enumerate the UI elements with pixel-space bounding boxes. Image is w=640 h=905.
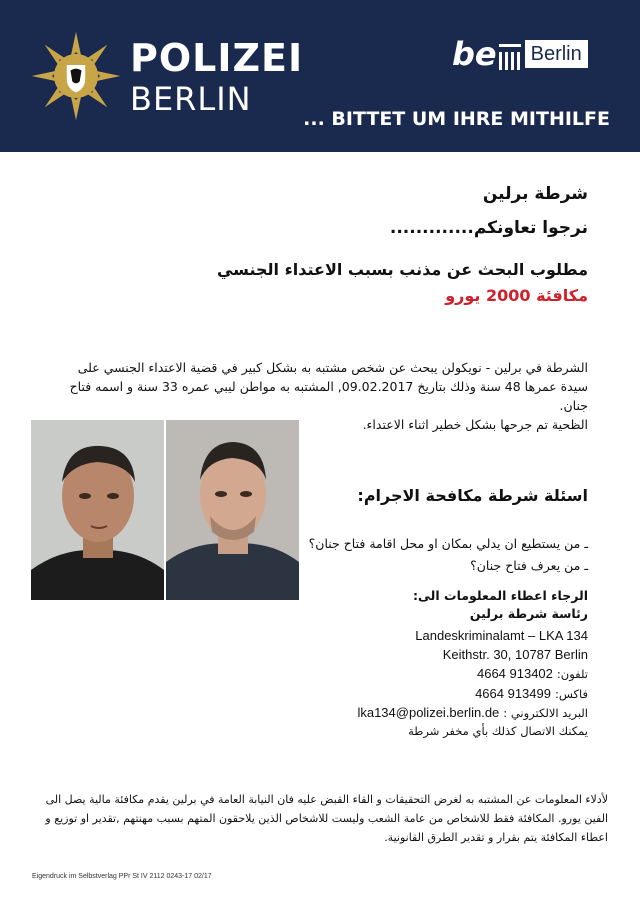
phone-label: تلفون: — [556, 667, 588, 681]
address-line-2: Keithstr. 30, 10787 Berlin — [442, 647, 588, 662]
imprint: Eigendruck im Selbstverlag PPr St IV 2112 0243-17 02/17 — [32, 873, 212, 880]
contact-title: الرجاء اعطاء المعلومات الى: — [413, 588, 588, 603]
header-banner — [0, 0, 640, 152]
headline-appeal: نرجوا تعاونكم............. — [389, 218, 588, 238]
phone-number[interactable]: 4664 913402 — [476, 666, 553, 681]
polizei-title: POLIZEI — [130, 36, 304, 80]
tagline: ... BITTET UM IHRE MITHILFE — [303, 108, 610, 130]
polizei-subtitle: BERLIN — [130, 80, 252, 118]
email-label: البريد الالكتروني : — [503, 706, 588, 720]
question-whereabouts: ـ من يستطيع ان يدلي بمكان او محل اقامة فتاح جنان؟ — [308, 536, 588, 551]
berlin-logo-box: Berlin — [525, 40, 588, 68]
contact-authority: رئاسة شرطة برلين — [469, 606, 588, 621]
phone-row — [477, 666, 588, 681]
headline-wanted: مطلوب البحث عن مذنب بسبب الاعتداء الجنسي — [216, 260, 588, 279]
other-contact-note: يمكنك الاتصال كذلك بأي مخفر شرطة — [408, 724, 588, 738]
email-link[interactable]: lka134@polizei.berlin.de — [357, 705, 500, 720]
question-who-knows: ـ من يعرف فتاح جنان؟ — [470, 558, 588, 573]
fax-row — [475, 686, 588, 701]
reward-terms-text: لأدلاء المعلومات عن المشتبه به لغرض التحقيقات و القاء القبض عليه فان النيابة العامة في برلين يقدم مكافئة مالية يصل الى الفين يورو. المكافئة فقط للاشخاص من عامة الشعب وليست للاشخاص الذين يلاحقون المتهم بسبب مهنتهم ,تقدير او توزيع و اعطاء المكافئة يتم بقرار و تقدير الطرق القانونية. — [45, 793, 608, 844]
questions-title: اسئلة شرطة مكافحة الاجرام: — [357, 486, 588, 505]
victim-injury-text: الظحية تم جرحها بشكل خطير اثناء الاعتداء. — [362, 417, 588, 432]
address-line-1: Landeskriminalamt – LKA 134 — [415, 628, 588, 643]
email-row — [357, 705, 588, 720]
headline-police: شرطة برلين — [482, 184, 588, 204]
headline-reward: مكافئة 2000 يورو — [445, 286, 588, 305]
suspect-photo-right — [166, 420, 299, 600]
police-star-logo — [30, 30, 122, 122]
be-logo-text: be — [452, 35, 497, 73]
suspect-photo-left — [31, 420, 164, 600]
brandenburg-gate-icon — [499, 44, 521, 70]
reward-terms — [28, 790, 608, 847]
fax-label: فاكس: — [554, 687, 588, 701]
case-description-text: الشرطة في برلين - نويكولن يبحث عن شخص مشتبه به بشكل كبير في قضية الاعتداء الجنسي على سيدة عمرها 48 سنة وذلك بتاريخ 09.02.2017, المشتبه به مواطن ليبي عمره 33 سنة و اسمه فتاح جنان. — [69, 360, 588, 413]
fax-number: 4664 913499 — [475, 686, 551, 701]
be-berlin-logo — [452, 35, 588, 73]
